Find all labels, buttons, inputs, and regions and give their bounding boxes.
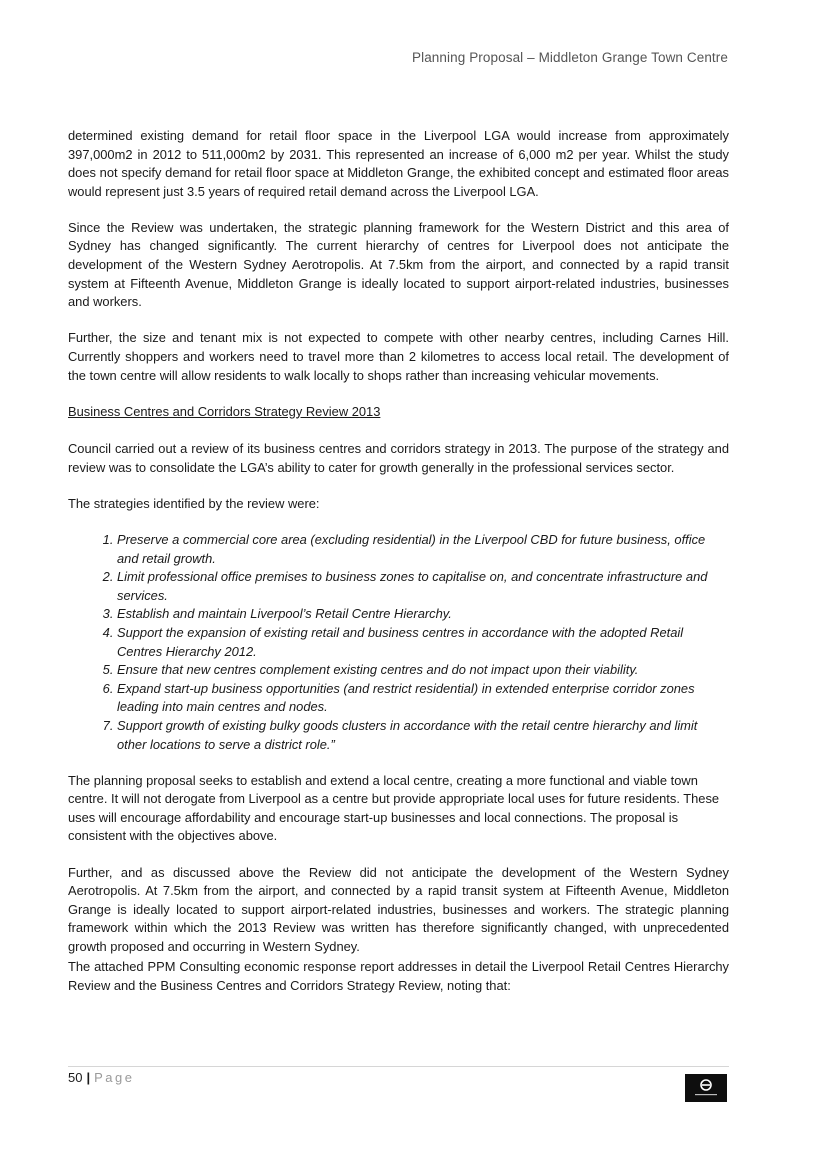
list-item: 3. Establish and maintain Liverpool’s Retail Centre Hierarchy. bbox=[117, 605, 729, 624]
list-item: 4. Support the expansion of existing retail and business centres in accordance with the adopted Retail Centres Hierarchy 2012. bbox=[117, 624, 729, 661]
document-body bbox=[68, 127, 729, 1013]
running-header: Planning Proposal – Middleton Grange Town Centre bbox=[412, 50, 728, 65]
list-item: 6. Expand start-up business opportunities (and restrict residential) in extended enterprise corridor zones leading into main centres and nodes. bbox=[117, 680, 729, 717]
page-separator: | bbox=[86, 1070, 91, 1085]
paragraph-planning-proposal: The planning proposal seeks to establish and extend a local centre, creating a more functional and viable town centre. It will not derogate from Liverpool as a centre but provide appropriate local uses for future residents. These uses will encourage affordability and encourage start-up businesses and local connections. The proposal is consistent with the objectives above. bbox=[68, 772, 720, 844]
paragraph-aerotropolis: Further, and as discussed above the Review did not anticipate the development of the Western Sydney Aerotropolis. At 7.5km from the airport, and connected by a rapid transit system at Fifteenth Avenue, Middleton Grange is ideally located to support airport-related industries, businesses and workers. The strategic planning framework within which the 2013 Review was written has therefore significantly changed, with unprecedented growth proposed and occurring in Western Sydney. bbox=[68, 864, 729, 954]
company-logo bbox=[685, 1074, 727, 1102]
paragraph-strategies-intro: The strategies identified by the review were: bbox=[68, 495, 320, 511]
logo-mark-icon bbox=[685, 1074, 727, 1102]
paragraph-strategic-framework: Since the Review was undertaken, the strategic planning framework for the Western District and this area of Sydney has changed significantly. The current hierarchy of centres for Liverpool does not anticipate the development of the Western Sydney Aerotropolis. At 7.5km from the airport, and connected by a rapid transit system at Fifteenth Avenue, Middleton Grange is ideally located to support airport-related industries, businesses and workers. bbox=[68, 219, 729, 310]
list-item: 1. Preserve a commercial core area (excluding residential) in the Liverpool CBD for future business, office and retail growth. bbox=[117, 531, 729, 568]
list-item: 7. Support growth of existing bulky goods clusters in accordance with the retail centre hierarchy and limit other locations to serve a district role.” bbox=[117, 717, 729, 754]
page-number-value: 50 bbox=[68, 1070, 83, 1085]
paragraph-council-review: Council carried out a review of its business centres and corridors strategy in 2013. The purpose of the strategy and review was to consolidate the LGA’s ability to cater for growth generally in the professional services sector. bbox=[68, 441, 729, 475]
strategies-list bbox=[68, 531, 729, 754]
list-item: 5. Ensure that new centres complement existing centres and do not impact upon their viability. bbox=[117, 661, 729, 680]
page-word: Page bbox=[94, 1070, 135, 1085]
paragraph-ppm-report: The attached PPM Consulting economic response report addresses in detail the Liverpool Retail Centres Hierarchy Review and the Business Centres and Corridors Strategy Review, noting that: bbox=[68, 959, 729, 994]
list-item: 2. Limit professional office premises to business zones to capitalise on, and concentrate infrastructure and services. bbox=[117, 568, 729, 605]
section-subheading: Business Centres and Corridors Strategy Review 2013 bbox=[68, 403, 381, 419]
page-number bbox=[68, 1070, 134, 1085]
footer-divider bbox=[68, 1066, 729, 1067]
paragraph-retail-demand: determined existing demand for retail floor space in the Liverpool LGA would increase from approximately 397,000m2 in 2012 to 511,000m2 by 2031. This represented an increase of 6,000 m2 per year. Whilst the study does not specify demand for retail floor space at Middleton Grange, the exhibited concept and estimated floor areas would represent just 3.5 years of required retail demand across the Liverpool LGA. bbox=[68, 128, 729, 199]
paragraph-tenant-mix: Further, the size and tenant mix is not expected to compete with other nearby centres, including Carnes Hill. Currently shoppers and workers need to travel more than 2 kilometres to access local retail. The development of the town centre will allow residents to walk locally to shops rather than increasing vehicular movements. bbox=[68, 330, 729, 383]
